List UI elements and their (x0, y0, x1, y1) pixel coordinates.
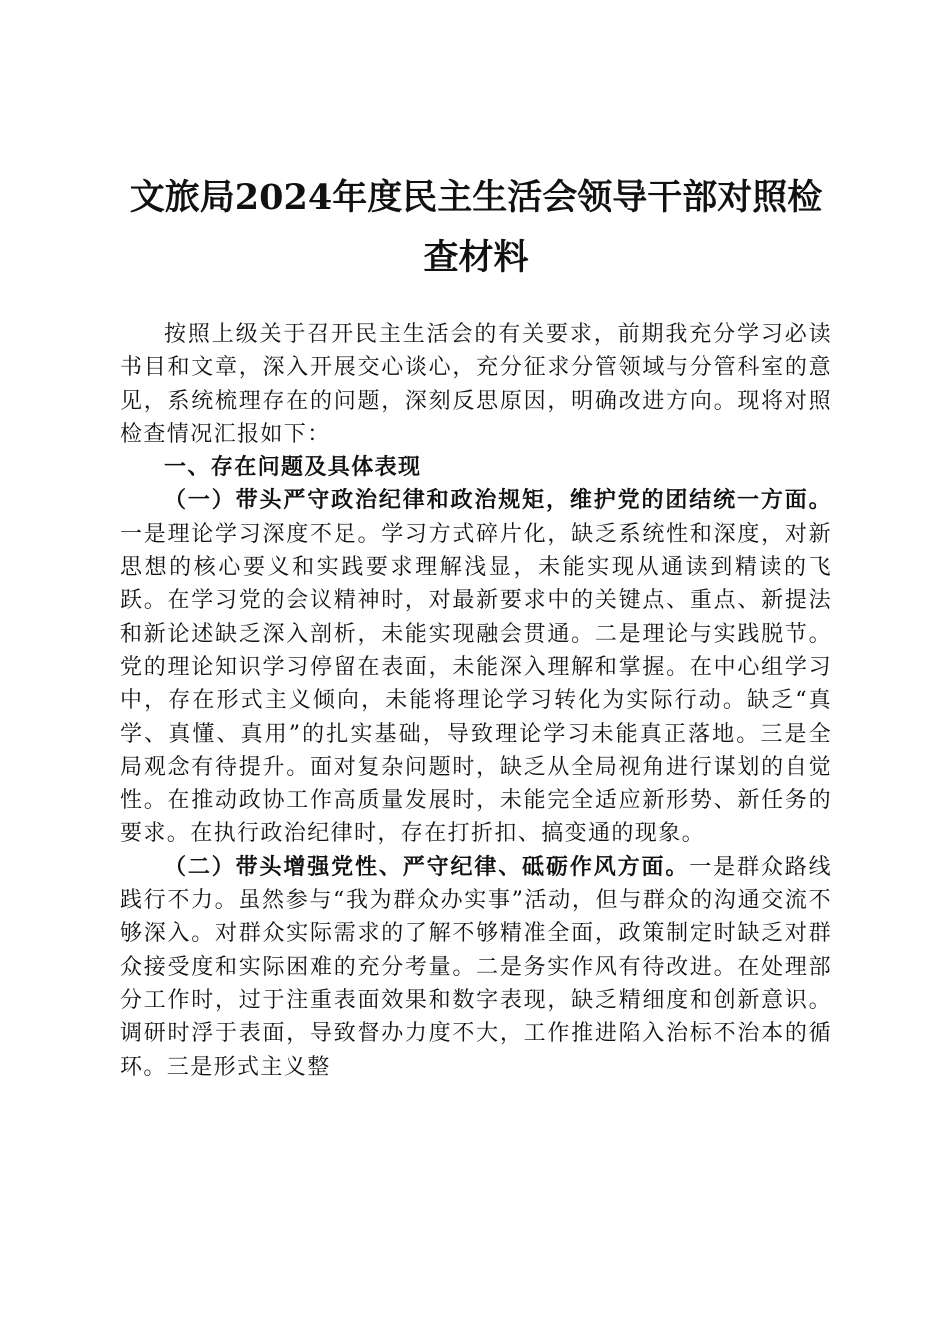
document-page (120, 168, 832, 1084)
title-line-2: 查材料 (423, 237, 529, 278)
item-2-lead: （二）带头增强党性、严守纪律、砥砺作风方面。 (164, 853, 690, 880)
item-1-body: 一是理论学习深度不足。学习方式碎片化，缺乏系统性和深度，对新思想的核心要义和实践要求理解浅显，未能实现从通读到精读的飞跃。在学习党的会议精神时，对最新要求中的关键点、重点、新提法和新论述缺乏深入剖析，未能实现融会贯通。二是理论与实践脱节。党的理论知识学习停留在表面，未能深入理解和掌握。在中心组学习中，存在形式主义倾向，未能将理论学习转化为实际行动。缺乏“真学、真懂、真用”的扎实基础，导致理论学习未能真正落地。三是全局观念有待提升。面对复杂问题时，缺乏从全局视角进行谋划的自觉性。在推动政协工作高质量发展时，未能完全适应新形势、新任务的要求。在执行政治纪律时，存在打折扣、搞变通的现象。 (120, 521, 832, 847)
title-line-1: 文旅局2024年度民主生活会领导干部对照检 (129, 177, 823, 218)
document-title (120, 168, 832, 288)
item-2-body: 一是群众路线践行不力。虽然参与“我为群众办实事”活动，但与群众的沟通交流不够深入。对群众实际需求的了解不够精准全面，政策制定时缺乏对群众接受度和实际困难的充分考量。二是务实作风有待改进。在处理部分工作时，过于注重表面效果和数字表现，缺乏精细度和创新意识。调研时浮于表面，导致督办力度不大，工作推进陷入治标不治本的循环。三是形式主义整 (120, 854, 832, 1080)
section-heading-1: 一、存在问题及具体表现 (164, 454, 422, 481)
item-1-lead: （一）带头严守政治纪律和政治规矩，维护党的团结统一方面。 (164, 487, 832, 514)
item-paragraph-2 (120, 851, 832, 1084)
item-paragraph-1 (120, 484, 832, 850)
intro-paragraph: 按照上级关于召开民主生活会的有关要求，前期我充分学习必读书目和文章，深入开展交心谈心，充分征求分管领域与分管科室的意见，系统梳理存在的问题，深刻反思原因，明确改进方向。现将对照检查情况汇报如下： (120, 322, 832, 447)
